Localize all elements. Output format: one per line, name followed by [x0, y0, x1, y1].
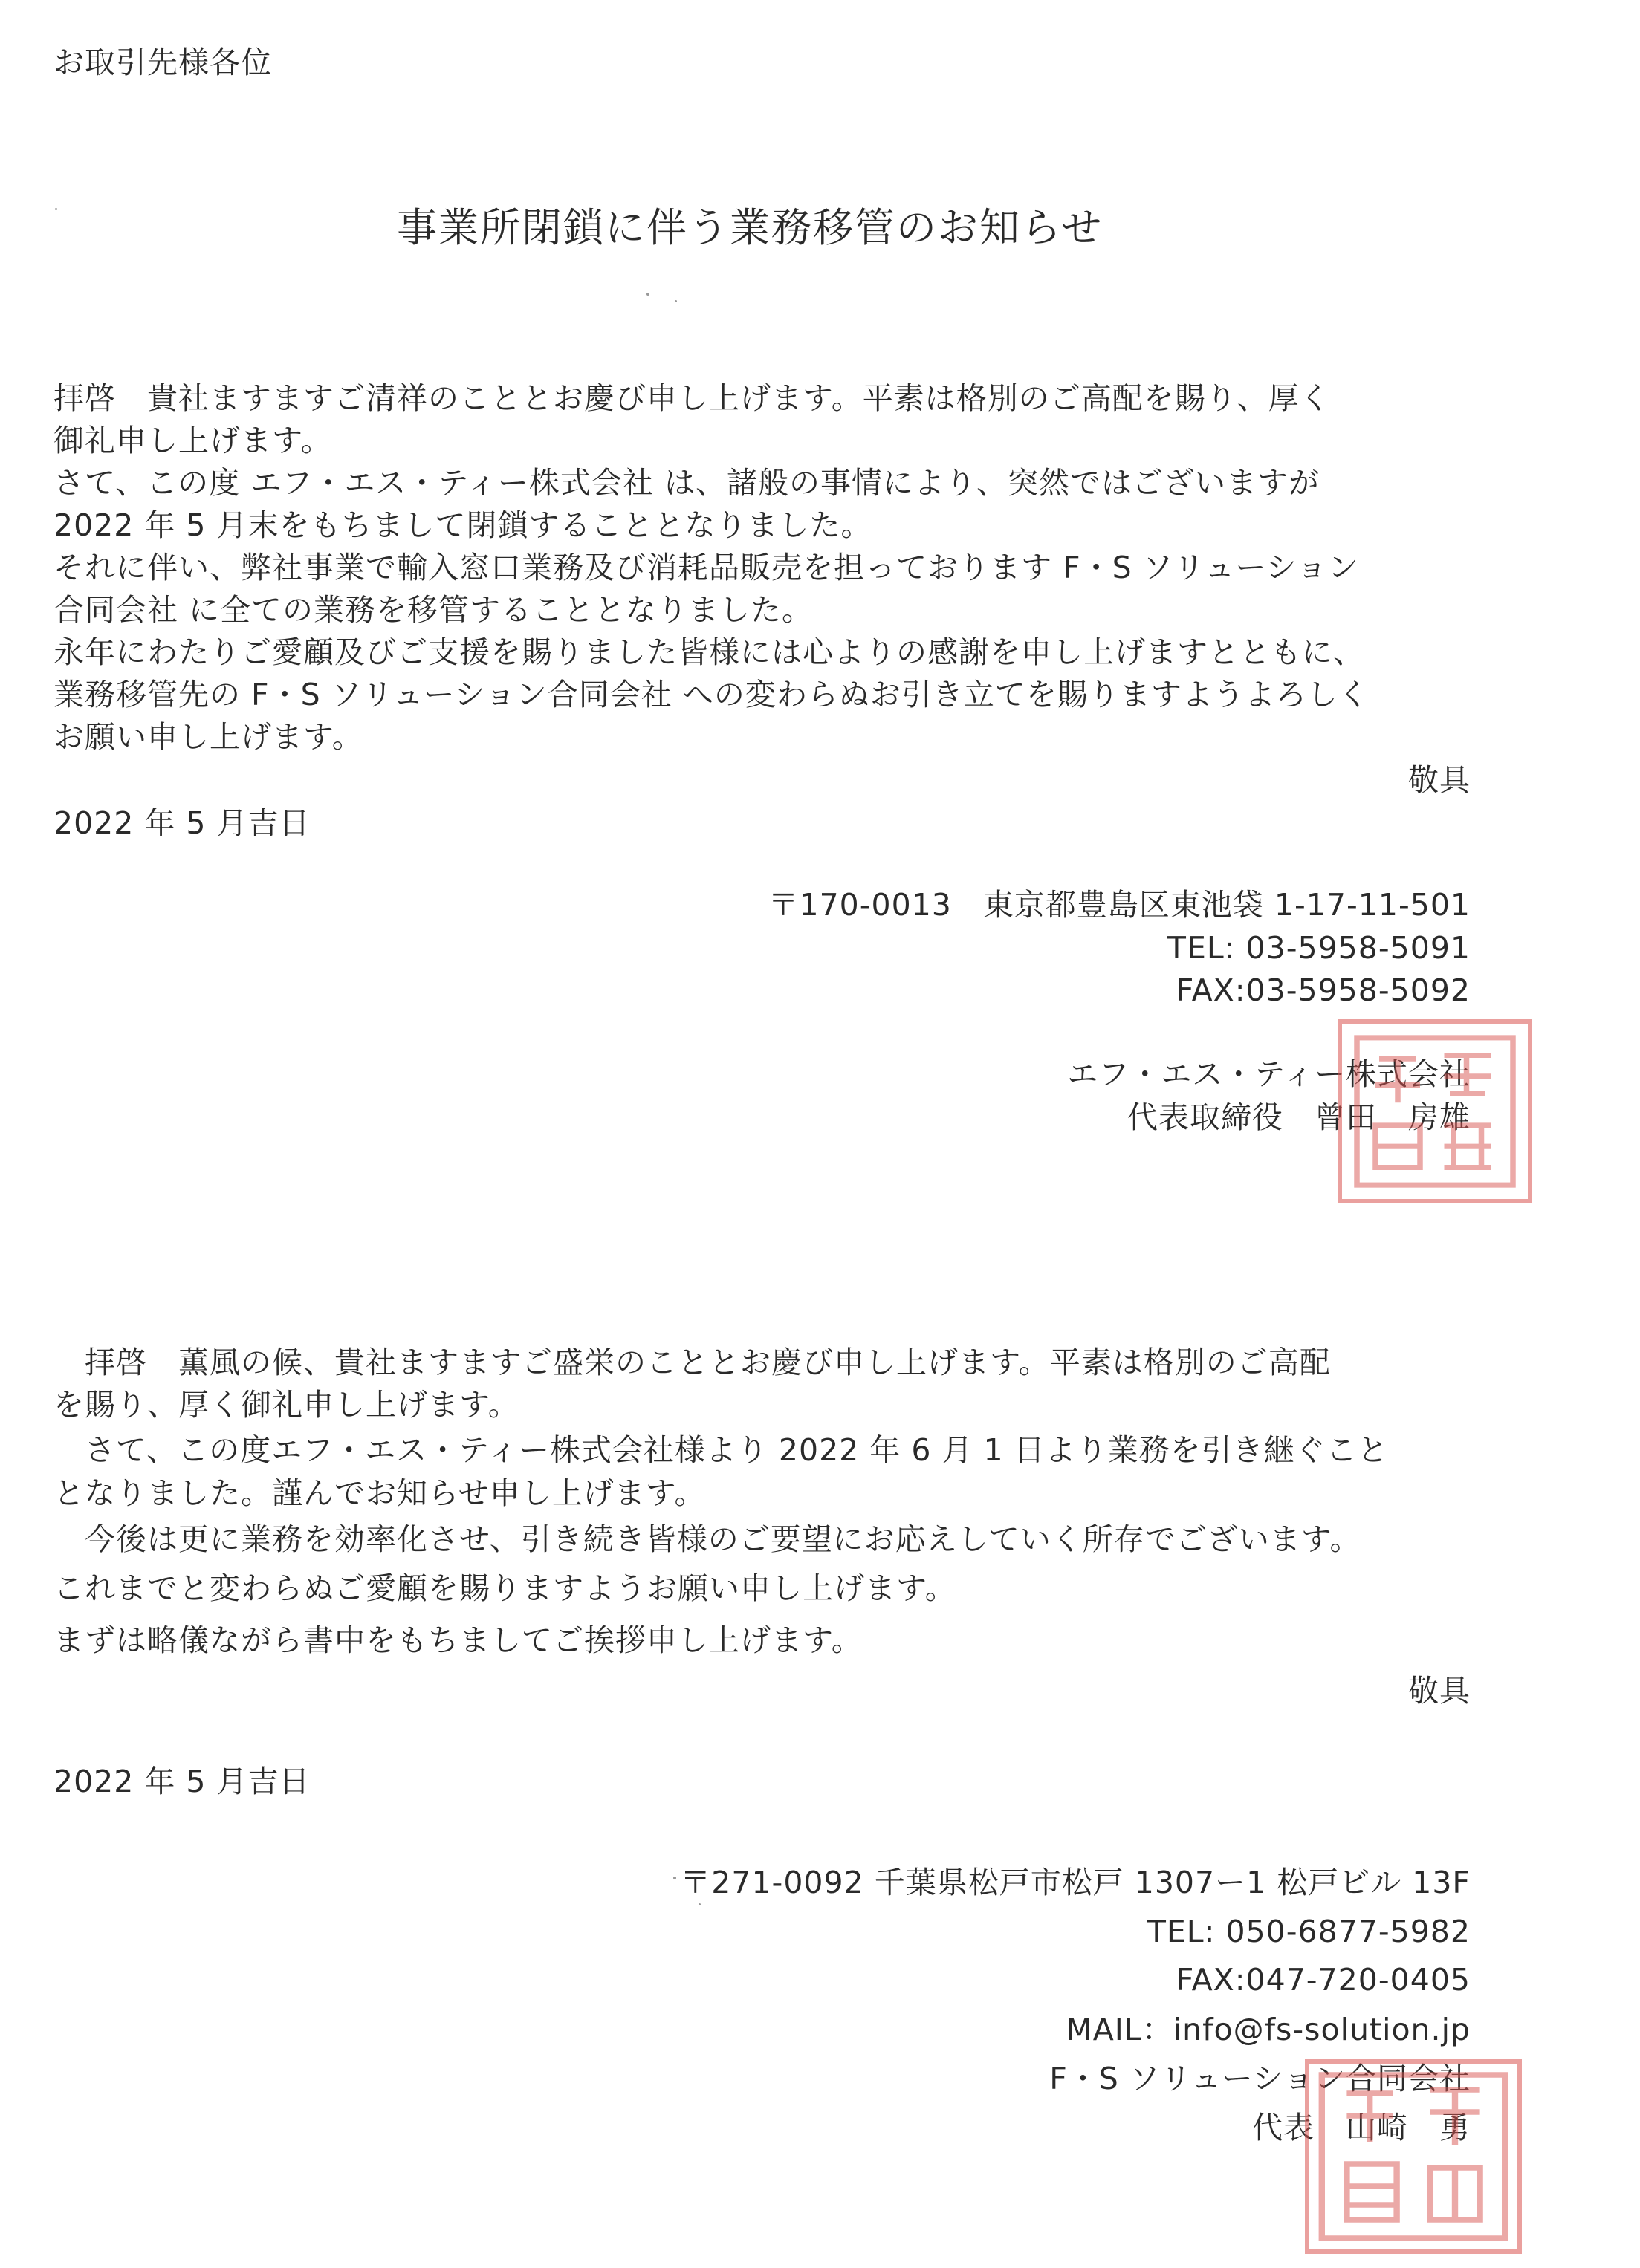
letter2-line-5: 今後は更に業務を効率化させ、引き続き皆様のご要望にお応えしていく所存でございます。: [54, 1521, 1361, 1557]
scan-speck: [699, 1903, 701, 1905]
letter2-tel: TEL: 050-6877-5982: [1147, 1914, 1471, 1949]
document-title: 事業所閉鎖に伴う業務移管のお知らせ: [397, 204, 1103, 251]
scan-speck: [646, 293, 649, 296]
letter2-line-3: さて、この度エフ・エス・ティー株式会社様より 2022 年 6 月 1 日より業務を引き継ぐこと: [54, 1432, 1389, 1468]
letter2-closing: 敬具: [1408, 1673, 1471, 1709]
letter2-line-2: を賜り、厚く御礼申し上げます。: [54, 1387, 519, 1423]
letter2-date: 2022 年 5 月吉日: [54, 1764, 311, 1799]
letter2-company: F・S ソリューション合同会社: [1049, 2061, 1471, 2096]
letter1-line-9: お願い申し上げます。: [54, 719, 363, 755]
letter2-line-1: 拝啓 薫風の候、貴社ますますご盛栄のこととお慶び申し上げます。平素は格別のご高配: [54, 1345, 1331, 1380]
scan-speck: [675, 300, 677, 302]
company-seal-stamp-2: [1305, 2059, 1522, 2254]
letter1-closing: 敬具: [1408, 762, 1471, 798]
letter1-line-2: 御礼申し上げます。: [54, 423, 332, 458]
addressee: お取引先様各位: [54, 45, 272, 80]
scan-speck: [55, 208, 57, 210]
letter2-mail: MAIL：info@fs-solution.jp: [1066, 2012, 1471, 2047]
letter1-line-1: 拝啓 貴社ますますご清祥のこととお慶び申し上げます。平素は格別のご高配を賜り、厚く: [54, 380, 1331, 416]
letter1-line-7: 永年にわたりご愛顧及びご支援を賜りました皆様には心よりの感謝を申し上げますとともに、: [54, 634, 1364, 670]
scan-speck: [673, 1877, 676, 1879]
letter1-line-6: 合同会社 に全ての業務を移管することとなりました。: [54, 592, 814, 628]
letter1-line-4: 2022 年 5 月末をもちまして閉鎖することとなりました。: [54, 507, 872, 543]
letter1-line-5: それに伴い、弊社事業で輸入窓口業務及び消耗品販売を担っております F・S ソリューション: [54, 550, 1359, 585]
company-seal-stamp: [1338, 1019, 1532, 1203]
letter1-fax: FAX:03-5958-5092: [1176, 972, 1471, 1008]
letter2-line-6: これまでと変わらぬご愛顧を賜りますようお願い申し上げます。: [54, 1570, 956, 1606]
letter1-address: 〒170-0013 東京都豊島区東池袋 1-17-11-501: [768, 887, 1471, 923]
letter1-date: 2022 年 5 月吉日: [54, 805, 311, 841]
letter1-tel: TEL: 03-5958-5091: [1167, 930, 1471, 966]
letter1-company: エフ・エス・ティー株式会社: [1067, 1056, 1471, 1092]
letter1-line-3: さて、この度 エフ・エス・ティー株式会社 は、諸般の事情により、突然ではございますが: [54, 465, 1320, 501]
letter2-fax: FAX:047-720-0405: [1176, 1962, 1471, 1998]
letter1-representative: 代表取締役 曾田 房雄: [1127, 1099, 1471, 1135]
letter2-line-7: まずは略儀ながら書中をもちましてご挨拶申し上げます。: [54, 1622, 863, 1658]
letter2-representative: 代表 山崎 勇: [1252, 2110, 1471, 2145]
letter2-address: 〒271-0092 千葉県松戸市松戸 1307ー1 松戸ビル 13F: [680, 1865, 1471, 1900]
letter2-line-4: となりました。謹んでお知らせ申し上げます。: [54, 1475, 706, 1511]
letter1-line-8: 業務移管先の F・S ソリューション合同会社 への変わらぬお引き立てを賜りますようよろしく: [54, 677, 1370, 712]
